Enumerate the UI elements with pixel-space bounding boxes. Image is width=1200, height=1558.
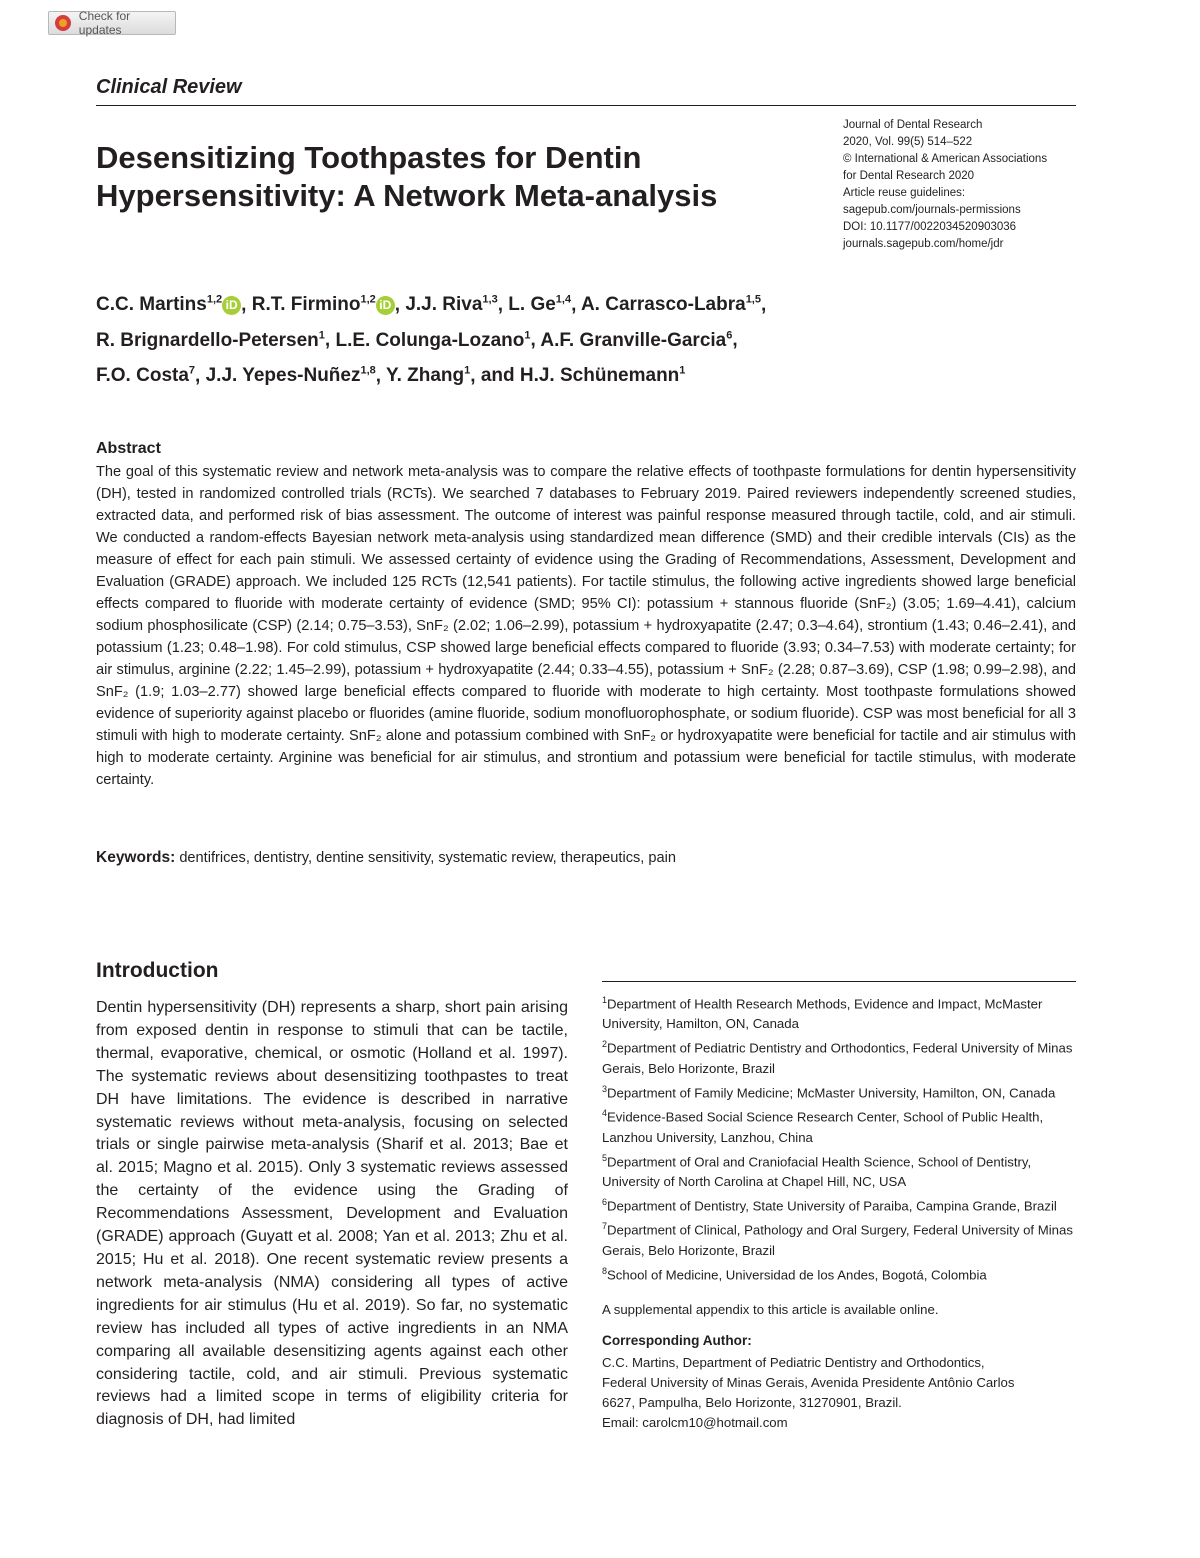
author-name: J.J. Riva$^{1,3}$ <box>405 294 498 316</box>
author-name: Y. Zhang$^1$ <box>386 364 471 386</box>
author-name: R. Brignardello-Petersen$^1$ <box>96 329 325 351</box>
affiliation-rule <box>602 981 1076 982</box>
author-line-2: R. Brignardello-Petersen$^1$, L.E. Colunga-Lozano$^1$, A.F. Granville-Garcia$^6$, <box>96 329 738 351</box>
journal-meta-line: Journal of Dental Research <box>843 119 983 131</box>
affiliation-item: $^6$Department of Dentistry, State University of Paraiba, Campina Grande, Brazil <box>602 1196 1057 1214</box>
journal-meta-line: journals.sagepub.com/home/jdr <box>843 238 1004 250</box>
journal-meta-line: sagepub.com/journals-permissions <box>843 204 1021 216</box>
journal-meta-line: DOI: 10.1177/0022034520903036 <box>843 221 1017 233</box>
affiliation-item: $^7$Department of Clinical, Pathology and Oral Surgery, Federal University of Minas Gerais, Belo Horizonte, Brazil <box>602 1221 1073 1258</box>
keywords-text: dentifrices, dentistry, dentine sensitivity, systematic review, therapeutics, pain <box>179 850 676 866</box>
author-name: A.F. Granville-Garcia$^6$ <box>540 329 733 351</box>
orcid-icon[interactable]: iD <box>376 296 395 315</box>
journal-meta-line: 2020, Vol. 99(5) 514–522 <box>843 136 973 148</box>
affiliation-item: $^2$Department of Pediatric Dentistry and Orthodontics, Federal University of Minas Gerais, Belo Horizonte, Brazil <box>602 1039 1073 1076</box>
section-label: Clinical Review <box>96 76 242 98</box>
header-rule <box>96 105 1076 106</box>
journal-meta-line: for Dental Research 2020 <box>843 170 975 182</box>
affiliation-item: $^5$Department of Oral and Craniofacial Health Science, School of Dentistry, University of North Carolina at Chapel Hill, NC, USA <box>602 1152 1032 1189</box>
article-title: Desensitizing Toothpastes for Dentin Hypersensitivity: A Network Meta-analysis <box>96 140 718 213</box>
check-for-updates-label: Check for updates <box>78 9 131 37</box>
author-name: L. Ge$^{1,4}$ <box>508 294 572 316</box>
corresponding-address <box>602 1353 1076 1433</box>
corresponding-line: C.C. Martins, Department of Pediatric Dentistry and Orthodontics, <box>602 1355 985 1370</box>
orcid-icon[interactable]: iD <box>222 296 241 315</box>
author-name: J.J. Yepes-Nuñez$^{1,8}$ <box>205 364 376 386</box>
introduction-text: Dentin hypersensitivity (DH) represents a sharp, short pain arising from exposed dentin in response to stimuli that can be tactile, thermal, evaporative, chemical, or osmotic (Holland et al. 1997). The systematic reviews about desensitizing toothpastes to treat DH have limitations. The evidence is described in narrative systematic reviews without meta-analysis, focusing on selected trials or single pairwise meta-analysis (Sharif et al. 2013; Bae et al. 2015; Magno et al. 2015). Only 3 systematic reviews assessed the certainty of the evidence using the Grading of Recommendations Assessment, Development and Evaluation (GRADE) approach (Guyatt et al. 2008; Yan et al. 2013; Zhu et al. 2015; Hu et al. 2018). One recent systematic review presents a network meta-analysis (NMA) considering all types of active ingredients for air stimulus (Hu et al. 2019). So far, no systematic review has included all types of active ingredients in an NMA comparing all available desensitizing agents against each other considering tactile, cold, and air stimuli. Previous systematic reviews had a limited scope in terms of eligibility criteria for diagnosis of DH, had limited <box>96 999 568 1429</box>
keywords <box>96 849 1076 867</box>
author-list <box>96 285 1086 391</box>
corresponding-line: Email: carolcm10@hotmail.com <box>602 1415 788 1430</box>
author-name: and H.J. Schünemann$^1$ <box>480 364 686 386</box>
journal-meta-line: © International & American Associations <box>843 153 1048 165</box>
corresponding-line: Federal University of Minas Gerais, Avenida Presidente Antônio Carlos <box>602 1375 1015 1390</box>
supplemental-note: A supplemental appendix to this article is available online. <box>602 1302 939 1317</box>
author-name: F.O. Costa$^7$ <box>96 364 196 386</box>
journal-meta <box>843 117 1083 253</box>
abstract-heading: Abstract <box>96 440 161 457</box>
introduction-heading: Introduction <box>96 959 219 982</box>
crossmark-icon <box>55 15 71 31</box>
journal-meta-line: Article reuse guidelines: <box>843 187 966 199</box>
author-name: L.E. Colunga-Lozano$^1$ <box>335 329 531 351</box>
corresponding-line: 6627, Pampulha, Belo Horizonte, 31270901, Brazil. <box>602 1395 902 1410</box>
author-name: R.T. Firmino$^{1,2}$ <box>251 294 376 316</box>
affiliation-item: $^4$Evidence-Based Social Science Research Center, School of Public Health, Lanzhou University, Lanzhou, China <box>602 1108 1044 1145</box>
author-line-3: F.O. Costa$^7$, J.J. Yepes-Nuñez$^{1,8}$, Y. Zhang$^1$, and H.J. Schünemann$^1$ <box>96 364 686 386</box>
affiliation-item: $^1$Department of Health Research Methods, Evidence and Impact, McMaster University, Hamilton, ON, Canada <box>602 995 1043 1032</box>
author-name: A. Carrasco-Labra$^{1,5}$ <box>580 294 761 316</box>
check-for-updates-button[interactable] <box>48 11 176 35</box>
abstract-text: The goal of this systematic review and network meta-analysis was to compare the relative effects of toothpaste formulations for dentin hypersensitivity (DH), tested in randomized controlled trials (RCTs). We searched 7 databases to February 2019. Paired reviewers independently screened studies, extracted data, and performed risk of bias assessment. The outcome of interest was painful response measured through tactile, cold, and air stimuli. We conducted a random-effects Bayesian network meta-analysis using standardized mean difference (SMD) and their credible intervals (CIs) as the measure of effect for each pain stimuli. We assessed certainty of evidence using the Grading of Recommendations, Assessment, Development and Evaluation (GRADE) approach. We included 125 RCTs (12,541 patients). For tactile stimulus, the following active ingredients showed large beneficial effects compared to fluoride with moderate certainty of evidence (SMD; 95% CI): potassium + stannous fluoride (SnF₂) (3.05; 1.69–4.41), calcium sodium phosphosilicate (CSP) (2.14; 0.75–3.53), SnF₂ (2.02; 1.06–2.99), potassium + hydroxyapatite (2.47; 0.3–4.64), strontium (1.43; 0.46–2.41), and potassium (1.23; 0.48–1.98). For cold stimulus, CSP showed large beneficial effects compared to fluoride (3.93; 0.34–7.53) with moderate certainty; for air stimulus, arginine (2.22; 1.45–2.99), potassium + hydroxyapatite (2.44; 0.33–4.55), potassium + SnF₂ (2.28; 0.87–3.69), CSP (1.98; 0.99–2.98), and SnF₂ (1.9; 1.03–2.77) showed large beneficial effects compared to fluoride with moderate to high certainty. Most toothpaste formulations showed evidence of superiority against placebo or fluorides (amine fluoride, sodium monofluorophosphate, or sodium fluoride). CSP was most beneficial for all 3 stimuli with high to moderate certainty. SnF₂ alone and potassium combined with SnF₂ or hydroxyapatite were beneficial for tactile and air stimulus with high to moderate certainty. Arginine was beneficial for air stimulus, and strontium and potassium were beneficial for tactile stimulus, with moderate certainty. <box>96 464 1076 788</box>
affiliation-list <box>602 990 1076 1285</box>
keywords-label: Keywords: <box>96 849 176 866</box>
author-name: C.C. Martins$^{1,2}$ <box>96 294 223 316</box>
affiliation-item: $^3$Department of Family Medicine; McMaster University, Hamilton, ON, Canada <box>602 1083 1056 1101</box>
affiliation-item: $^8$School of Medicine, Universidad de los Andes, Bogotá, Colombia <box>602 1265 987 1283</box>
corresponding-heading: Corresponding Author: <box>602 1333 752 1348</box>
author-line-1: C.C. Martins$^{1,2}$ iD , R.T. Firmino$^{1,2}$ iD , J.J. Riva$^{1,3}$, L. Ge$^{1,4}$, A. Carrasco-Labra$^{1,5}$, <box>96 294 767 316</box>
